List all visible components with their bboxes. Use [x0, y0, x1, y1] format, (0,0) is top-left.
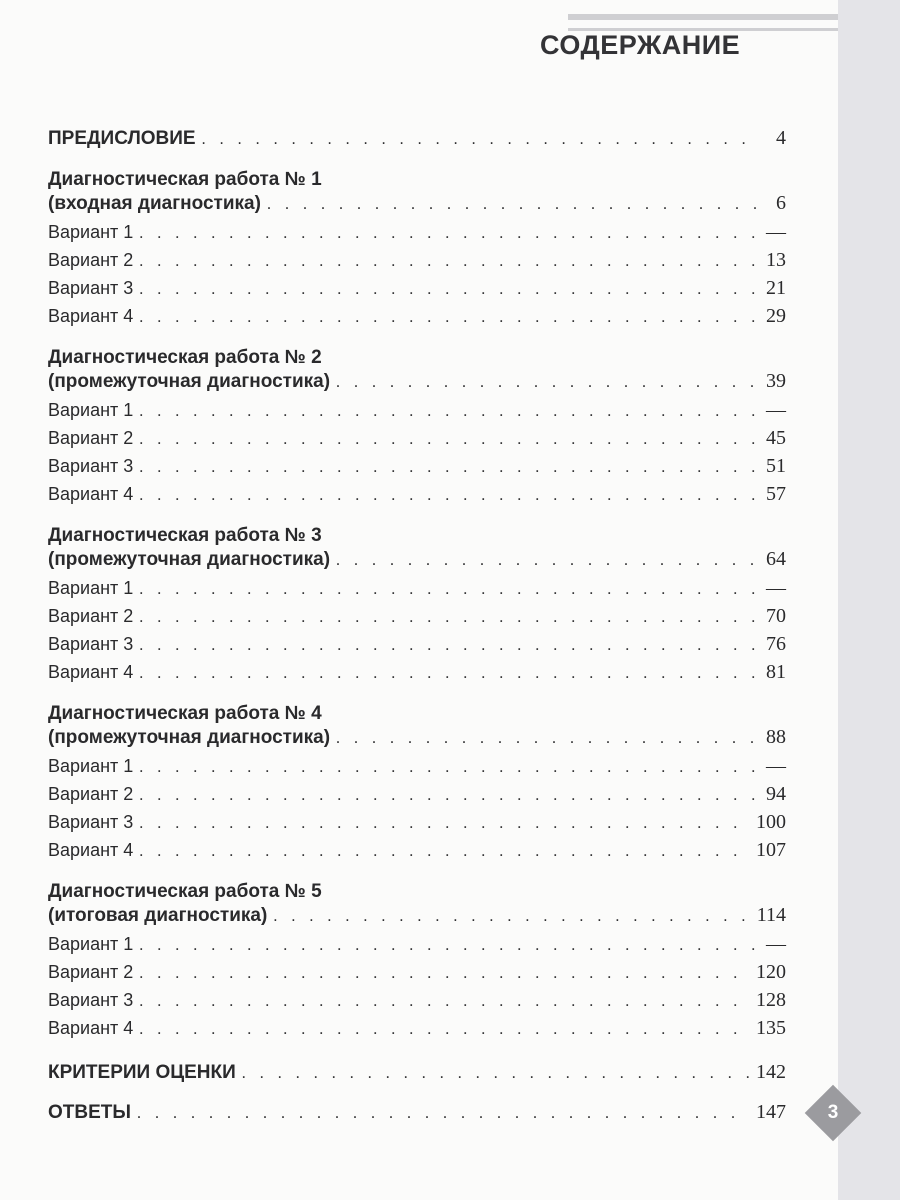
toc-entry	[48, 168, 786, 191]
table-of-contents	[48, 124, 786, 1126]
dot-leader	[139, 220, 760, 248]
toc-page-number: 45	[766, 427, 786, 449]
toc-variant-entry	[48, 658, 786, 686]
toc-entry-label: (итоговая диагностика)	[48, 905, 268, 926]
toc-entry-label: (промежуточная диагностика)	[48, 371, 331, 392]
toc-entry-label: Вариант 2	[48, 428, 134, 448]
toc-variant-entry	[48, 574, 786, 602]
toc-page-number: 135	[756, 1017, 786, 1039]
toc-entry-label: (промежуточная диагностика)	[48, 727, 331, 748]
toc-page-number: —	[766, 933, 786, 955]
toc-page-number: 70	[766, 605, 786, 627]
toc-entry	[48, 369, 786, 394]
toc-variant-entry	[48, 452, 786, 480]
dot-leader	[139, 604, 760, 632]
toc-entry-label: Диагностическая работа № 1	[48, 169, 322, 190]
dot-leader	[139, 810, 750, 838]
toc-entry-label: Вариант 2	[48, 962, 134, 982]
toc-page-number: 29	[766, 305, 786, 327]
toc-entry-label: КРИТЕРИИ ОЦЕНКИ	[48, 1062, 236, 1083]
toc-entry	[48, 524, 786, 547]
toc-entry	[48, 124, 786, 152]
toc-entry-label: Вариант 3	[48, 456, 134, 476]
dot-leader	[242, 1060, 750, 1088]
toc-page-number: 100	[756, 811, 786, 833]
dot-leader	[139, 960, 750, 988]
toc-entry	[48, 702, 786, 725]
dot-leader	[139, 1016, 750, 1044]
toc-entry-label: Вариант 1	[48, 934, 134, 954]
page-title: СОДЕРЖАНИЕ	[540, 30, 741, 60]
toc-page-number: 128	[756, 989, 786, 1011]
toc-page-number: 57	[766, 483, 786, 505]
toc-page-number: 21	[766, 277, 786, 299]
toc-entry-label: Вариант 3	[48, 634, 134, 654]
toc-page-number: 76	[766, 633, 786, 655]
dot-leader	[139, 304, 760, 332]
dot-leader	[139, 932, 760, 960]
toc-page-number: 64	[766, 548, 786, 570]
toc-entry-label: Вариант 4	[48, 306, 134, 326]
toc-variant-entry	[48, 480, 786, 508]
toc-variant-entry	[48, 630, 786, 658]
decor-stripe	[568, 14, 838, 20]
toc-page-number: 147	[756, 1101, 786, 1123]
toc-entry-label: Вариант 2	[48, 606, 134, 626]
toc-entry-label: ОТВЕТЫ	[48, 1102, 131, 1123]
toc-page-number: 81	[766, 661, 786, 683]
toc-entry-label: Вариант 4	[48, 1018, 134, 1038]
toc-entry	[48, 1058, 786, 1086]
toc-entry	[48, 903, 786, 928]
toc-entry-label: Диагностическая работа № 4	[48, 703, 322, 724]
toc-entry-label: Вариант 1	[48, 400, 134, 420]
toc-entry-label: Диагностическая работа № 3	[48, 525, 322, 546]
toc-variant-entry	[48, 302, 786, 330]
toc-variant-entry	[48, 218, 786, 246]
dot-leader	[139, 482, 760, 510]
toc-page-number: 142	[756, 1061, 786, 1083]
toc-entry-label: Вариант 2	[48, 250, 134, 270]
toc-page-number: 88	[766, 726, 786, 748]
dot-leader	[273, 904, 750, 929]
dot-leader	[267, 192, 760, 217]
toc-page-number: 107	[756, 839, 786, 861]
toc-entry	[48, 1098, 786, 1126]
toc-variant-entry	[48, 958, 786, 986]
dot-leader	[139, 754, 760, 782]
toc-entry-label: Вариант 4	[48, 484, 134, 504]
toc-variant-entry	[48, 1014, 786, 1042]
toc-entry	[48, 725, 786, 750]
toc-variant-entry	[48, 274, 786, 302]
toc-entry-label: Вариант 3	[48, 990, 134, 1010]
toc-entry-label: Вариант 1	[48, 756, 134, 776]
toc-variant-entry	[48, 780, 786, 808]
page-edge-band	[838, 0, 900, 1200]
toc-page-number: 120	[756, 961, 786, 983]
toc-entry-label: Диагностическая работа № 5	[48, 881, 322, 902]
toc-page-number: 4	[776, 127, 786, 149]
toc-entry-label: (промежуточная диагностика)	[48, 549, 331, 570]
toc-variant-entry	[48, 396, 786, 424]
toc-entry-label: Вариант 3	[48, 812, 134, 832]
toc-variant-entry	[48, 930, 786, 958]
toc-entry-label: Диагностическая работа № 2	[48, 347, 322, 368]
toc-variant-entry	[48, 424, 786, 452]
toc-page-number: —	[766, 755, 786, 777]
toc-page-number: 6	[776, 192, 786, 214]
toc-entry-label: (входная диагностика)	[48, 193, 261, 214]
toc-entry-label: Вариант 3	[48, 278, 134, 298]
toc-entry	[48, 880, 786, 903]
dot-leader	[139, 248, 760, 276]
dot-leader	[139, 782, 760, 810]
dot-leader	[139, 632, 760, 660]
page-number: 3	[827, 1102, 839, 1123]
dot-leader	[139, 426, 760, 454]
toc-entry	[48, 191, 786, 216]
toc-page-number: 114	[756, 904, 786, 926]
toc-entry	[48, 547, 786, 572]
toc-page-number: 51	[766, 455, 786, 477]
toc-entry-label: Вариант 1	[48, 578, 134, 598]
toc-variant-entry	[48, 602, 786, 630]
toc-page-number: —	[766, 399, 786, 421]
toc-page-number: —	[766, 577, 786, 599]
dot-leader	[139, 988, 750, 1016]
dot-leader	[336, 726, 760, 751]
dot-leader	[139, 276, 760, 304]
toc-page-number: 13	[766, 249, 786, 271]
toc-entry	[48, 346, 786, 369]
toc-entry-label: Вариант 2	[48, 784, 134, 804]
dot-leader	[137, 1100, 750, 1128]
toc-entry-label: Вариант 1	[48, 222, 134, 242]
toc-variant-entry	[48, 808, 786, 836]
toc-page-number: —	[766, 221, 786, 243]
toc-variant-entry	[48, 752, 786, 780]
dot-leader	[139, 660, 760, 688]
dot-leader	[139, 454, 760, 482]
dot-leader	[139, 398, 760, 426]
toc-entry-label: ПРЕДИСЛОВИЕ	[48, 128, 196, 149]
toc-variant-entry	[48, 246, 786, 274]
dot-leader	[139, 576, 760, 604]
dot-leader	[336, 370, 760, 395]
toc-variant-entry	[48, 986, 786, 1014]
toc-entry-label: Вариант 4	[48, 840, 134, 860]
toc-variant-entry	[48, 836, 786, 864]
dot-leader	[202, 126, 760, 154]
dot-leader	[336, 548, 760, 573]
toc-page-number: 94	[766, 783, 786, 805]
toc-entry-label: Вариант 4	[48, 662, 134, 682]
dot-leader	[139, 838, 750, 866]
toc-page-number: 39	[766, 370, 786, 392]
